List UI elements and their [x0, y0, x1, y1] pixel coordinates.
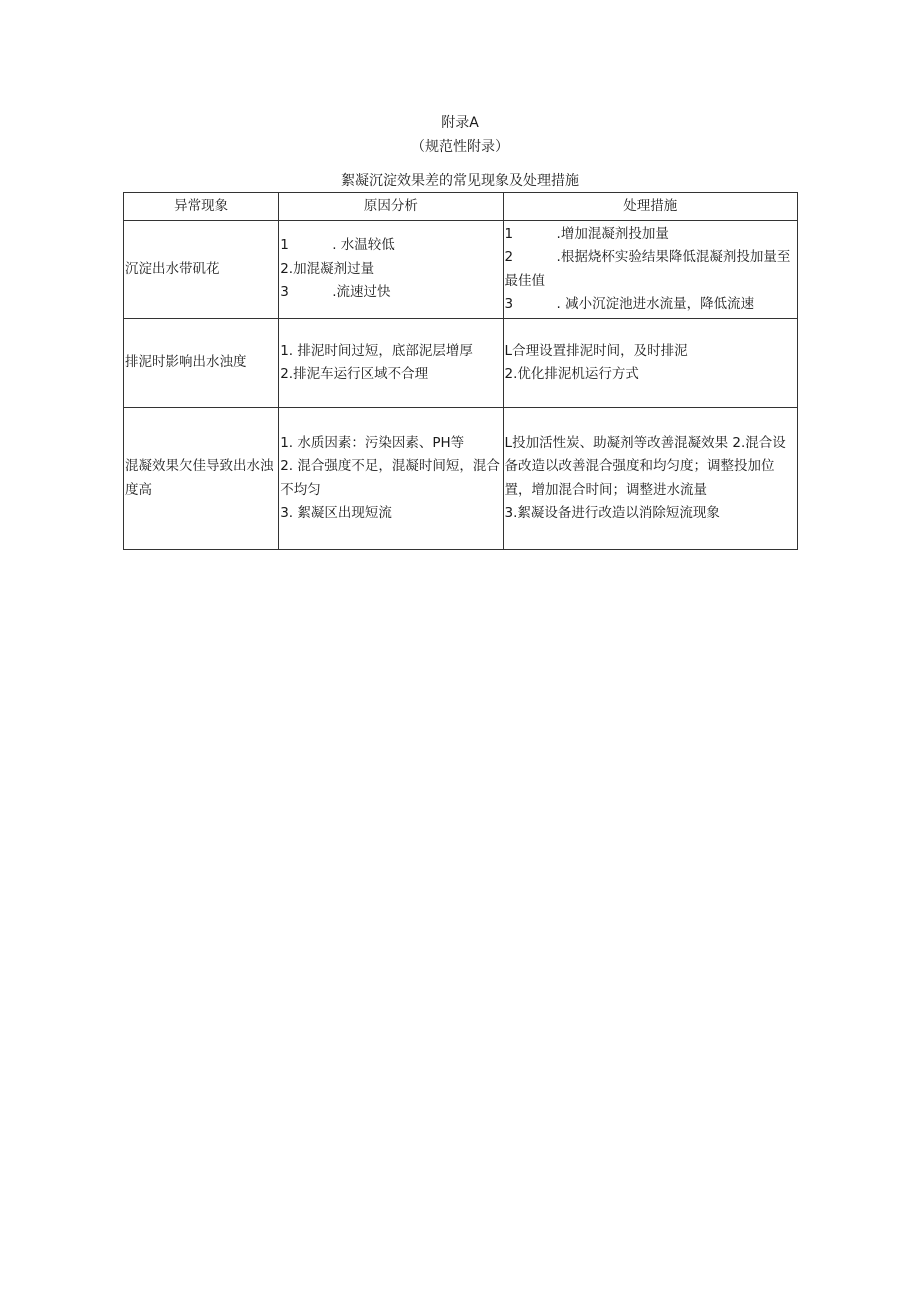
measures-cell	[503, 408, 797, 550]
cause-number: 1	[280, 237, 289, 254]
cause-item: 1. 排泥时间过短，底部泥层增厚	[280, 342, 473, 359]
cause-item: 1. 水质因素：污染因素、PH等	[280, 434, 465, 451]
measure-item: L合理设置排泥时间，及时排泥	[504, 342, 688, 359]
measure-item: 3.絮凝设备进行改造以消除短流现象	[504, 505, 720, 521]
measure-item: 2.优化排泥机运行方式	[504, 366, 639, 382]
cause-text: . 水温较低	[332, 237, 395, 254]
measure-item: L投加活性炭、助凝剂等改善混凝效果 2.混合设备改造以改善混合强度和均匀度；调整投加位置，增加混合时间；调整进水流量	[504, 434, 786, 498]
phenomenon-cell	[124, 408, 279, 550]
causes-cell	[279, 319, 503, 408]
phenomenon-text: 排泥时影响出水浊度	[125, 354, 247, 371]
measure-item	[505, 223, 796, 247]
phenomenon-text: 沉淀出水带矶花	[125, 260, 220, 277]
causes-cell	[279, 221, 503, 319]
measures-cell	[503, 319, 797, 408]
phenomenon-text: 混凝效果欠佳导致出水浊度高	[125, 458, 274, 498]
cause-text: .流速过快	[332, 284, 391, 301]
cause-item: 2. 混合强度不足，混凝时间短，混合不均匀	[280, 458, 500, 498]
header-causes: 原因分析	[279, 193, 503, 221]
cause-item	[280, 234, 501, 258]
measure-number: 2	[504, 249, 514, 265]
measures-cell	[503, 221, 797, 319]
appendix-title: 附录A	[441, 115, 479, 131]
table-header-row	[124, 193, 798, 221]
measure-number: 3	[504, 296, 514, 312]
table-row	[124, 408, 798, 550]
measures-table	[123, 192, 798, 550]
measure-number: 1	[504, 225, 514, 242]
cause-item	[280, 258, 501, 282]
header-measures: 处理措施	[503, 193, 797, 221]
cause-item	[280, 281, 501, 305]
causes-cell	[279, 408, 503, 550]
cause-number: 3	[280, 284, 289, 301]
header-phenomenon: 异常现象	[124, 193, 279, 221]
cause-item: 3. 絮凝区出现短流	[280, 505, 392, 521]
table-row	[124, 221, 798, 319]
measure-item	[505, 293, 796, 317]
cause-text: 2.加混凝剂过量	[280, 260, 375, 277]
measure-item	[505, 246, 796, 293]
cause-item: 2.排泥车运行区域不合理	[280, 366, 429, 382]
measure-text: . 减小沉淀池进水流量，降低流速	[556, 296, 755, 312]
measure-text: .增加混凝剂投加量	[556, 225, 669, 242]
measure-text: .根据烧杯实验结果降低混凝剂投加量至最佳值	[504, 249, 791, 289]
table-row	[124, 319, 798, 408]
phenomenon-cell	[124, 221, 279, 319]
appendix-subtitle: （规范性附录）	[411, 139, 509, 155]
table-caption: 絮凝沉淀效果差的常见现象及处理措施	[341, 173, 579, 189]
phenomenon-cell	[124, 319, 279, 408]
